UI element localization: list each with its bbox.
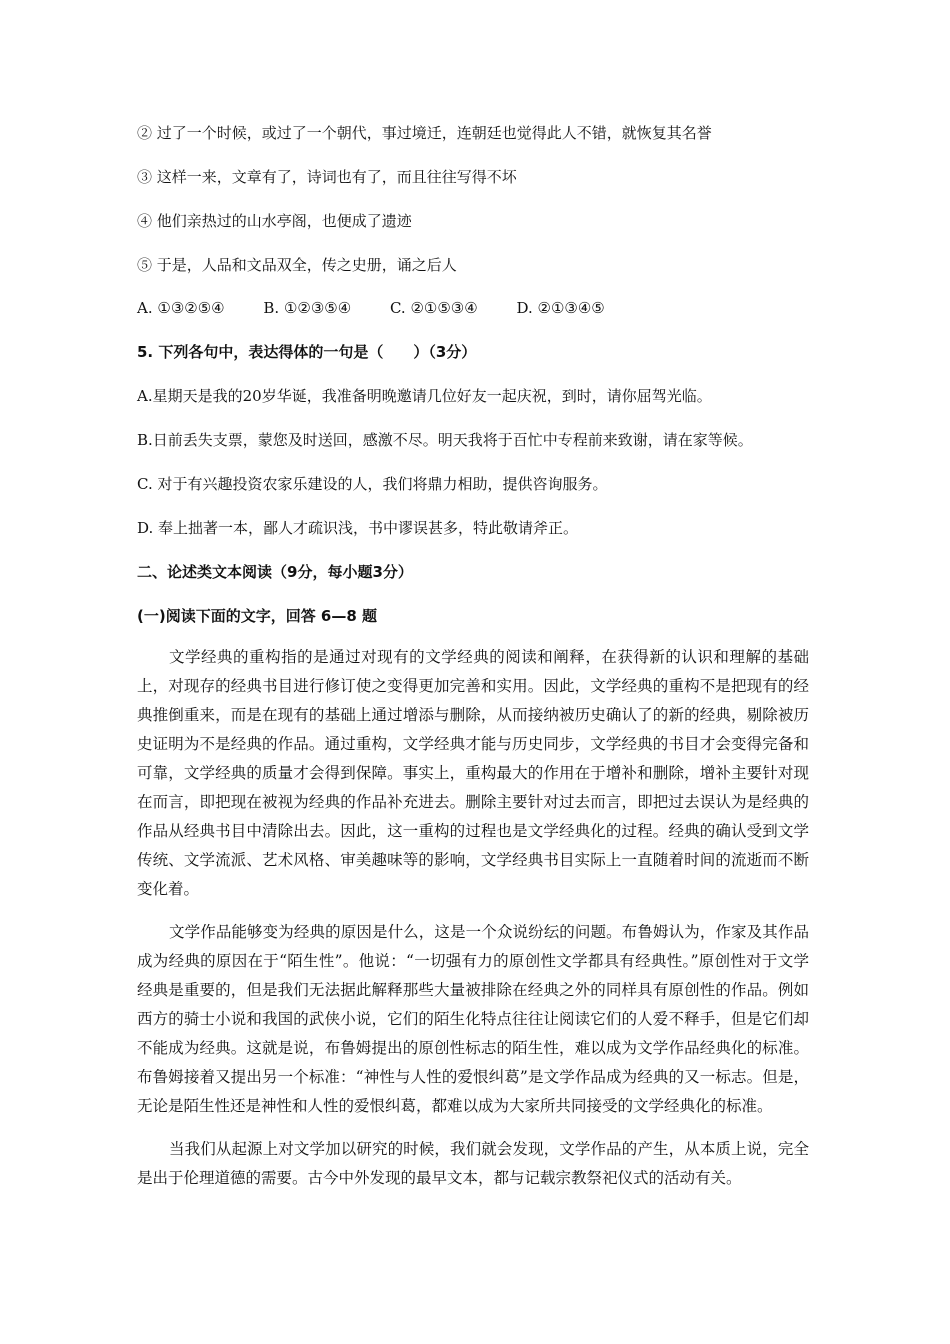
q4-options [137,298,639,318]
q4-option-a: A. ①③②⑤④ [137,299,225,317]
q4-option-d: D. ②①③④⑤ [516,299,605,317]
section-heading: 二、论述类文本阅读（9分，每小题3分） [137,563,413,581]
q5-option-a: A.星期天是我的20岁华诞，我准备明晚邀请几位好友一起庆祝，到时，请你屈驾光临。 [137,387,712,405]
section-subheading: (一)阅读下面的文字，回答 6—8 题 [137,607,378,625]
sequence-item-4: ④ 他们亲热过的山水亭阁，也便成了遗迹 [137,212,412,230]
q5-option-c: C. 对于有兴趣投资农家乐建设的人，我们将鼎力相助，提供咨询服务。 [137,475,608,493]
q5-stem: 5. 下列各句中，表达得体的一句是（ ）（3分） [137,343,477,361]
q4-option-b: B. ①②③⑤④ [263,299,352,317]
passage [137,643,809,1193]
sequence-item-3: ③ 这样一来，文章有了，诗词也有了，而且往往写得不坏 [137,168,517,186]
sequence-item-5: ⑤ 于是，人品和文品双全，传之史册，诵之后人 [137,256,457,274]
passage-paragraph: 文学作品能够变为经典的原因是什么，这是一个众说纷纭的问题。布鲁姆认为，作家及其作品成为经典的原因在于“陌生性”。他说：“一切强有力的原创性文学都具有经典性。”原创性对于文学经典是重要的，但是我们无法据此解释那些大量被排除在经典之外的同样具有原创性的作品。例如西方的骑士小说和我国的武侠小说，它们的陌生化特点往往让阅读它们的人爱不释手，但是它们却不能成为经典。这就是说，布鲁姆提出的原创性标志的陌生性，难以成为文学作品经典化的标准。布鲁姆接着又提出另一个标准：“神性与人性的爱恨纠葛”是文学作品成为经典的又一标志。但是，无论是陌生性还是神性和人性的爱恨纠葛，都难以成为大家所共同接受的文学经典化的标准。 [137,923,809,1115]
q4-option-c: C. ②①⑤③④ [389,299,478,317]
q5-option-b: B.日前丢失支票，蒙您及时送回，感激不尽。明天我将于百忙中专程前来致谢，请在家等候。 [137,431,753,449]
passage-paragraph: 文学经典的重构指的是通过对现有的文学经典的阅读和阐释，在获得新的认识和理解的基础上，对现存的经典书目进行修订使之变得更加完善和实用。因此，文学经典的重构不是把现有的经典推倒重来，而是在现有的基础上通过增添与删除，从而接纳被历史确认了的新的经典，剔除被历史证明为不是经典的作品。通过重构，文学经典才能与历史同步，文学经典的书目才会变得完备和可靠，文学经典的质量才会得到保障。事实上，重构最大的作用在于增补和删除，增补主要针对现在而言，即把现在被视为经典的作品补充进去。删除主要针对过去而言，即把过去误认为是经典的作品从经典书目中清除出去。因此，这一重构的过程也是文学经典化的过程。经典的确认受到文学传统、文学流派、艺术风格、审美趣味等的影响，文学经典书目实际上一直随着时间的流逝而不断变化着。 [137,648,809,898]
passage-paragraph: 当我们从起源上对文学加以研究的时候，我们就会发现，文学作品的产生，从本质上说，完全是出于伦理道德的需要。古今中外发现的最早文本，都与记载宗教祭祀仪式的活动有关。 [137,1140,809,1187]
q5-option-d: D. 奉上拙著一本，鄙人才疏识浅，书中谬误甚多，特此敬请斧正。 [137,519,579,537]
sequence-item-2: ② 过了一个时候，或过了一个朝代，事过境迁，连朝廷也觉得此人不错，就恢复其名誉 [137,124,712,142]
